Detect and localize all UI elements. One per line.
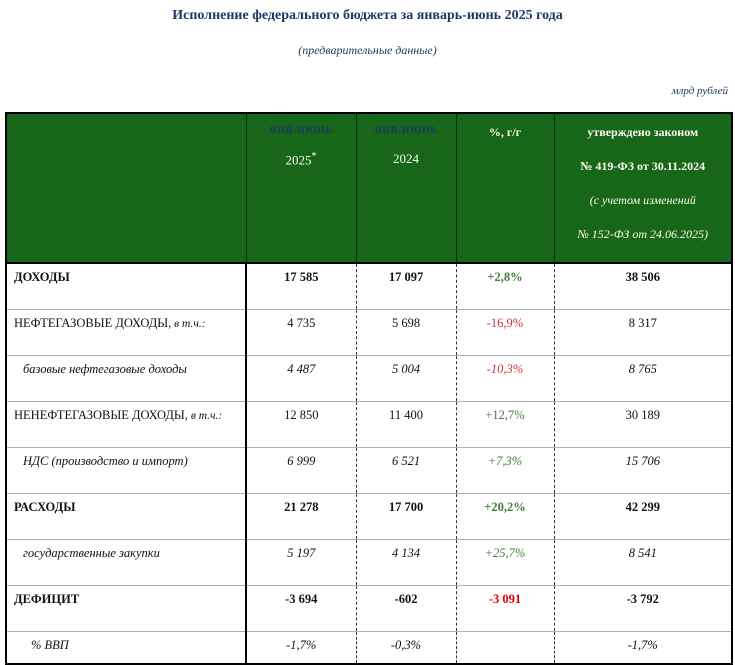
header-year-2025-text: 2025 — [285, 152, 312, 168]
row-value-approved: -3 792 — [626, 592, 659, 606]
row-value-2024: -602 — [356, 586, 456, 632]
header-period-2025: ЯНВ-ИЮНЬ — [269, 125, 333, 136]
header-col-approved-law — [554, 113, 732, 263]
header-pct-label: %, г/г — [488, 125, 522, 139]
row-value-approved: 8 317 — [628, 316, 657, 330]
row-value-approved: 42 299 — [625, 500, 660, 514]
row-value-2025: -1,7% — [246, 632, 356, 665]
row-label: ДОХОДЫ — [14, 270, 70, 284]
row-value-approved: 8 541 — [628, 546, 657, 560]
row-value-2024: 6 521 — [356, 448, 456, 494]
row-label: НДС (производство и импорт) — [23, 454, 188, 468]
row-value-2025: 21 278 — [246, 494, 356, 540]
row-label-cell — [6, 540, 246, 586]
row-value-2024: 5 698 — [356, 310, 456, 356]
header-law-line3: (с учетом изменений — [589, 193, 696, 207]
footnote-asterisk: * — [311, 151, 317, 162]
row-value-approved: 38 506 — [625, 270, 660, 284]
header-law-line4: № 152-ФЗ от 24.06.2025) — [577, 227, 709, 241]
row-value-2024: 17 097 — [356, 263, 456, 310]
row-value-approved: 30 189 — [625, 408, 660, 422]
row-value-approved: -1,7% — [627, 638, 658, 652]
row-value-pct-yoy: +12,7% — [456, 402, 554, 448]
row-value-2025: 6 999 — [246, 448, 356, 494]
row-dokhody — [6, 263, 732, 310]
page-title: Исполнение федерального бюджета за январь-июнь 2025 года — [172, 8, 563, 23]
row-label-cell — [6, 356, 246, 402]
row-value-pct-yoy: -3 091 — [456, 586, 554, 632]
row-value-pct-yoy: -16,9% — [456, 310, 554, 356]
header-law-line1: утверждено законом — [587, 125, 699, 139]
row-label-cell — [6, 263, 246, 310]
row-value-pct-yoy: +7,3% — [456, 448, 554, 494]
row-defitsit — [6, 586, 732, 632]
row-label-cell — [6, 586, 246, 632]
row-label: НЕНЕФТЕГАЗОВЫЕ ДОХОДЫ, — [14, 408, 188, 422]
row-pct-vvp — [6, 632, 732, 665]
header-empty-cell — [6, 113, 246, 263]
row-label: % ВВП — [31, 638, 69, 652]
row-label-suffix: в т.ч.: — [171, 318, 206, 330]
row-label-cell — [6, 494, 246, 540]
header-year-2025 — [248, 151, 355, 168]
header-col-jan-jun-2025 — [246, 113, 356, 263]
table-header — [6, 113, 732, 263]
row-value-pct-yoy: +20,2% — [456, 494, 554, 540]
row-value-pct-yoy: -10,3% — [456, 356, 554, 402]
row-label: РАСХОДЫ — [14, 500, 76, 514]
row-neneftegazovye-dokhody — [6, 402, 732, 448]
row-label-cell — [6, 448, 246, 494]
header-period-2024: ЯНВ-ИЮНЬ — [374, 125, 438, 136]
header-col-pct-yoy — [456, 113, 554, 263]
row-value-2024: 5 004 — [356, 356, 456, 402]
row-value-2025: -3 694 — [246, 586, 356, 632]
row-label: НЕФТЕГАЗОВЫЕ ДОХОДЫ, — [14, 316, 172, 330]
row-label: базовые нефтегазовые доходы — [23, 362, 187, 376]
row-neftegazovye-dokhody — [6, 310, 732, 356]
table-body — [6, 263, 732, 664]
row-label: ДЕФИЦИТ — [14, 592, 80, 606]
row-value-2024: -0,3% — [356, 632, 456, 665]
units-note: млрд рублей — [671, 85, 728, 97]
row-value-2024: 11 400 — [356, 402, 456, 448]
row-label-cell — [6, 310, 246, 356]
row-goszakupki — [6, 540, 732, 586]
row-raskhody — [6, 494, 732, 540]
row-bazovye-neftegazovye-dokhody — [6, 356, 732, 402]
page-subtitle: (предварительные данные) — [298, 43, 437, 57]
row-label-cell — [6, 632, 246, 665]
row-label-suffix: в т.ч.: — [187, 410, 223, 422]
row-label: государственные закупки — [23, 546, 160, 560]
row-value-2025: 4 487 — [246, 356, 356, 402]
budget-table — [5, 112, 733, 665]
row-value-approved: 15 706 — [625, 454, 660, 468]
row-value-2024: 4 134 — [356, 540, 456, 586]
row-value-approved: 8 765 — [628, 362, 657, 376]
header-col-jan-jun-2024 — [356, 113, 456, 263]
row-value-2025: 17 585 — [246, 263, 356, 310]
row-value-2025: 12 850 — [246, 402, 356, 448]
header-law-line2: № 419-ФЗ от 30.11.2024 — [580, 159, 706, 173]
row-value-2025: 5 197 — [246, 540, 356, 586]
table-header-row — [6, 113, 732, 263]
header-approved-law — [556, 125, 731, 242]
row-value-pct-yoy — [456, 632, 554, 665]
row-label-cell — [6, 402, 246, 448]
row-value-pct-yoy: +25,7% — [456, 540, 554, 586]
row-value-2025: 4 735 — [246, 310, 356, 356]
row-value-2024: 17 700 — [356, 494, 456, 540]
row-nds — [6, 448, 732, 494]
row-value-pct-yoy: +2,8% — [456, 263, 554, 310]
header-year-2024: 2024 — [393, 151, 419, 166]
